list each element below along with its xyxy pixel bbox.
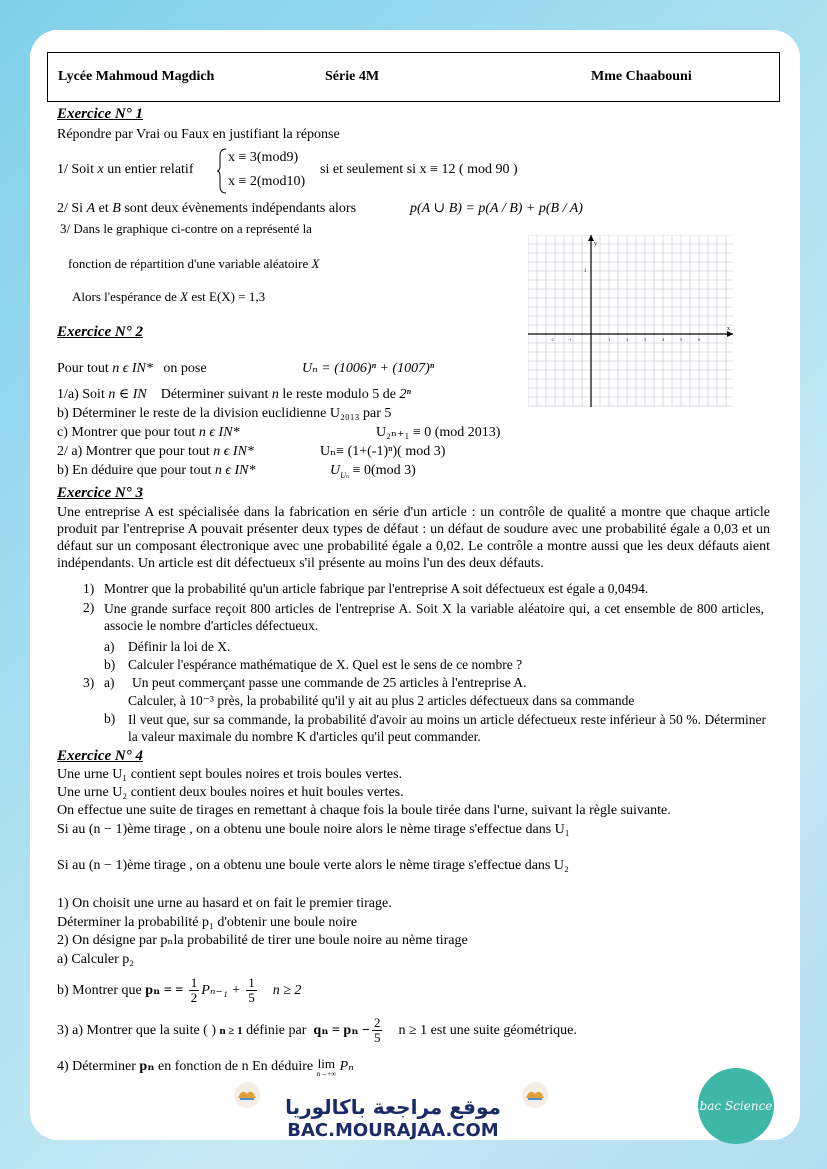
- ex2-l3: c) Montrer que pour tout n ϵ IN*: [57, 425, 240, 440]
- ex3-q3a2: Calculer, à 10⁻³ près, la probabilité qu'il y ait au plus 2 articles défectueux dans sa commande: [128, 693, 635, 708]
- tick-label: 6: [698, 337, 701, 342]
- fraction: $\frac{1}{2}$: [190, 975, 198, 1006]
- footer-url[interactable]: BAC.MOURAJAA.COM: [287, 1120, 499, 1141]
- ex1-q1: 1/ Soit x un entier relatif: [57, 162, 194, 177]
- ex4-title: Exercice N° 4: [57, 748, 143, 764]
- ex4-l8: 2) On désigne par pₙla probabilité de tirer une boule noire au nème tirage: [57, 933, 468, 948]
- y-one-label: 1: [584, 269, 587, 274]
- ex4-l3: On effectue une suite de tirages en remettant à chaque fois la boule tirée dans l'urne, suivant la règle suivante.: [57, 803, 671, 818]
- tick-label: -1: [568, 337, 572, 342]
- ex2-line0: Pour tout n ϵ IN* on pose: [57, 361, 207, 376]
- ex4-l6: 1) On choisit une urne au hasard et on fait le premier tirage.: [57, 896, 392, 911]
- ex1-q3-b: fonction de répartition d'une variable aléatoire X: [68, 256, 320, 271]
- ex3-q3-num: 3): [83, 675, 95, 690]
- tick-labels: [550, 337, 701, 342]
- tick-label: 4: [662, 337, 665, 342]
- y-label: y: [594, 241, 597, 247]
- ex1-intro: Répondre par Vrai ou Faux en justifiant la réponse: [57, 127, 340, 142]
- school-name: Lycée Mahmoud Magdich: [58, 69, 215, 84]
- tick-label: 5: [680, 337, 683, 342]
- header-box: [47, 52, 780, 102]
- tick-label: 2: [626, 337, 629, 342]
- ex3-q2: Une grande surface reçoit 800 articles de l'entreprise A. Soit X la variable aléatoire qui, a cet ensemble de 800 articles, associe le nombre d'articles défectueux.: [104, 601, 764, 633]
- cdf-graph: [528, 235, 733, 407]
- ex3-q3b: Il veut que, sur sa commande, la probabilité d'avoir au moins un article défectueux reste inférieur à 50 %. Déterminer la valeur maximale du nombre K d'articles qu'il peut commander.: [128, 712, 766, 744]
- teacher-name: Mme Chaabouni: [591, 69, 692, 84]
- ex3-q2-num: 2): [83, 600, 95, 615]
- fraction: $\frac{1}{5}$: [248, 975, 255, 1006]
- tick-label: 1: [608, 337, 611, 342]
- tick-label: -2: [550, 337, 554, 342]
- left-logo-icon: [230, 1080, 264, 1110]
- fraction: $\frac{2}{5}$: [373, 1015, 381, 1046]
- ex1-q3-c: Alors l'espérance de X est E(X) = 1,3: [72, 289, 266, 304]
- ex2-l3-formula: U₂ₙ₊₁ ≡ 0 (mod 2013): [376, 425, 501, 440]
- ex3-q3a-num: a): [104, 675, 115, 690]
- ex4-l4: Si au (n − 1)ème tirage , on a obtenu une boule noire alors le nème tirage s'effectue dans U₁: [57, 822, 570, 837]
- bac-science-badge: bac Science: [698, 1068, 774, 1144]
- ex1-title: Exercice N° 1: [57, 106, 143, 122]
- graph-grid: [528, 235, 733, 407]
- ex4-l2: Une urne U₂ contient deux boules noires et huit boules vertes.: [57, 785, 404, 800]
- system-eq2: x ≡ 2(mod10): [228, 174, 306, 189]
- ex3-q2a: Définir la loi de X.: [128, 639, 231, 654]
- footer-arabic: موقع مراجعة باكالوريا: [285, 1095, 501, 1119]
- ex2-title: Exercice N° 2: [57, 324, 143, 340]
- ex4-l11: 3) a) Montrer que la suite ( ) n ≥ 1 définie par qₙ = pₙ − $\frac{2}{5}$ n ≥ 1 est une suite géométrique.: [57, 1015, 577, 1046]
- ex4-l5: Si au (n − 1)ème tirage , on a obtenu une boule verte alors le nème tirage s'effectue dans U₂: [57, 858, 569, 873]
- ex3-title: Exercice N° 3: [57, 485, 143, 501]
- ex2-l4: 2/ a) Montrer que pour tout n ϵ IN*: [57, 444, 254, 459]
- series-name: Série 4M: [325, 69, 380, 84]
- ex4-l10: b) Montrer que pₙ = = $\frac{1}{2}$ Pₙ₋₁ + $\frac{1}{5}$ n ≥ 2: [57, 975, 302, 1006]
- ex3-q2b: Calculer l'espérance mathématique de X. Quel est le sens de ce nombre ?: [128, 657, 523, 672]
- x-label: x: [727, 326, 730, 332]
- ex2-l1: 1/a) Soit n ∈ IN Déterminer suivant n le reste modulo 5 de 2ⁿ: [57, 387, 411, 402]
- ex3-q2a-num: a): [104, 639, 115, 654]
- ex3-paragraph: Une entreprise A est spécialisée dans la fabrication en série d'un article : un contrôle de qualité a montre que chaque article produit par l'entreprise A pouvait présenter deux types de défaut : un défaut de soudure avec une probabilité égale a 0,03 et un défaut sur un composant électronique avec une probabilité égale a 0,02. Le contrôle a montre aussi que les deux défauts aient indépendants. Un article est dit défectueux s'il présente au moins l'un des deux défauts.: [57, 505, 770, 571]
- ex2-l2: b) Déterminer le reste de la division euclidienne U₂₀₁₃ par 5: [57, 406, 392, 421]
- ex3-q3b-num: b): [104, 711, 116, 726]
- ex1-q2: 2/ Si A et B sont deux évènements indépendants alors: [57, 201, 357, 216]
- ex2-l5: b) En déduire que pour tout n ϵ IN*: [57, 463, 256, 478]
- ex1-q2-formula: p(A ∪ B) = p(A / B) + p(B / A): [410, 201, 583, 216]
- ex2-l5-formula: $U_{U_n} \equiv 0(mod$ 3): [330, 463, 416, 480]
- ex3-q3a: Un peut commerçant passe une commande de 25 articles à l'entreprise A.: [132, 675, 527, 690]
- ex3-q1-num: 1): [83, 581, 95, 596]
- ex4-l9: a) Calculer p₂: [57, 952, 135, 967]
- ex4-l7: Déterminer la probabilité p₁ d'obtenir une boule noire: [57, 915, 358, 930]
- system-eq1: x ≡ 3(mod9): [228, 150, 299, 165]
- system-brace: [216, 148, 228, 194]
- ex2-l4-formula: Uₙ≡ (1+(-1)ⁿ)( mod 3): [320, 444, 446, 459]
- ex4-l12: 4) Déterminer pₙ en fonction de n En déduire lim n→+∞ Pₙ: [57, 1056, 354, 1078]
- tick-label: 3: [644, 337, 647, 342]
- worksheet-page: [30, 30, 800, 1140]
- ex2-un-formula: Uₙ = (1006)ⁿ + (1007)ⁿ: [302, 361, 435, 376]
- ex1-q1-end: si et seulement si x ≡ 12 ( mod 90 ): [320, 162, 518, 177]
- ex3-q1: Montrer que la probabilité qu'un article fabrique par l'entreprise A soit défectueux est égale a 0,0494.: [104, 581, 649, 596]
- ex1-q3-a: 3/ Dans le graphique ci-contre on a représenté la: [60, 221, 312, 236]
- ex4-l1: Une urne U₁ contient sept boules noires et trois boules vertes.: [57, 767, 403, 782]
- ex3-q2b-num: b): [104, 657, 116, 672]
- right-logo-icon: [518, 1080, 552, 1110]
